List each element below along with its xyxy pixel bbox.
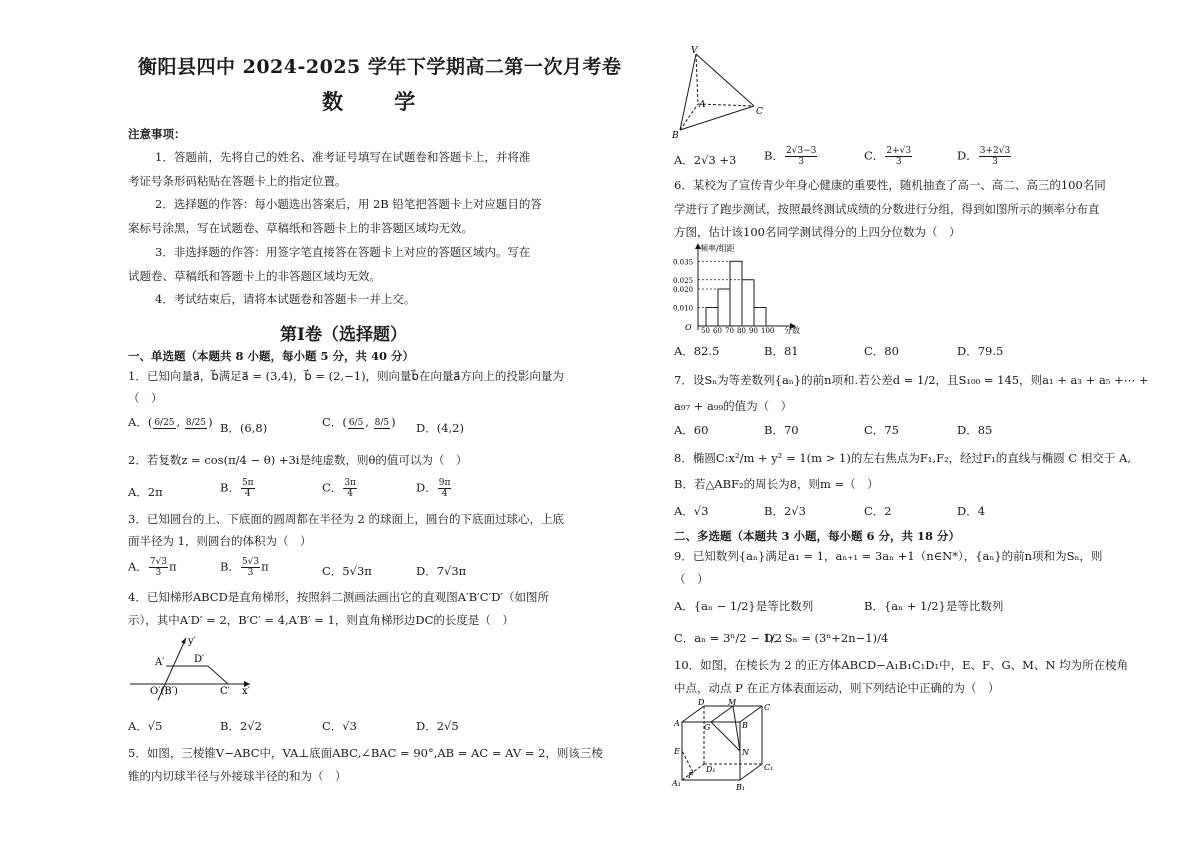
cube-label-c1: C₁ xyxy=(764,763,774,772)
q1-stem-cont: （ ） xyxy=(128,391,163,405)
q8-option-b: B．2√3 xyxy=(764,504,806,518)
histogram-bar xyxy=(718,289,730,326)
fig5-c-label: C xyxy=(756,107,763,117)
cube-label-f: F xyxy=(688,771,694,780)
q2-option-d: D． $\frac{9\pi}{4}$ xyxy=(416,478,451,499)
notice-line: 2．选择题的作答：每小题选出答案后，用 2B 铅笔把答题卡上对应题目的答 xyxy=(155,197,542,211)
histogram-xtick: 90 xyxy=(749,327,758,335)
q9-option-c: C．aₙ = 3ⁿ/2 − 1/2 xyxy=(674,631,783,645)
notice-line: 试题卷、草稿纸和答题卡上的非答题区域均无效。 xyxy=(128,269,381,283)
q6-stem-cont: 学进行了跑步测试，按照最终测试成绩的分数进行分组，得到如图所示的频率分布直 xyxy=(674,202,1100,216)
q3-option-a: A． $\frac{7√3}{3}$ π xyxy=(128,557,177,578)
fig4-c-label: C′ xyxy=(220,686,230,697)
histogram-bar xyxy=(730,261,742,326)
q5-option-a: A．2√3 +3 xyxy=(674,153,737,167)
histogram-xtick: 80 xyxy=(737,327,746,335)
q2-stem: 2．若复数z = cos(π/4 − θ) +3i是纯虚数，则θ的值可以为（ ） xyxy=(128,453,468,467)
fig4-d-label: D′ xyxy=(194,654,205,665)
q9-stem-cont: （ ） xyxy=(674,572,709,586)
q8-option-d: D．4 xyxy=(957,504,986,518)
q9-stem: 9．已知数列{aₙ}满足a₁ = 1，aₙ₊₁ = 3aₙ +1（n∈N*），{aₙ}的前n项和为Sₙ，则 xyxy=(674,549,1103,563)
notice-line: 考证号条形码粘贴在答题卡上的指定位置。 xyxy=(128,174,347,188)
cube-label-g: G xyxy=(704,723,711,732)
q5-option-c: C． $\frac{2+√3}{3}$ xyxy=(864,146,912,167)
q6-option-b: B．81 xyxy=(764,344,799,358)
q6-option-c: C．80 xyxy=(864,344,899,358)
histogram-xtick: 60 xyxy=(713,327,722,335)
q7-stem-cont: a₉₇ + a₉₉的值为（ ） xyxy=(674,399,793,413)
q3-stem: 3．已知圆台的上、下底面的圆周都在半径为 2 的球面上，圆台的下底面过球心，上底 xyxy=(128,512,564,526)
q4-option-d: D．2√5 xyxy=(416,719,459,733)
cube-label-d: D xyxy=(698,698,705,707)
notice-line: 1．答题前，先将自己的姓名、准考证号填写在试题卷和答题卡上，并将准 xyxy=(155,150,531,164)
fig5-a-label: A xyxy=(699,100,706,110)
notice-line: 案标号涂黑，写在试题卷、草稿纸和答题卡上的非答题区域均无效。 xyxy=(128,221,473,235)
q7-option-b: B．70 xyxy=(764,423,799,437)
part1-title: 第Ⅰ卷（选择题） xyxy=(280,325,407,345)
cube-label-b: B xyxy=(742,721,748,730)
tetrahedron-figure xyxy=(670,44,770,140)
cube-label-m: M xyxy=(728,698,737,707)
q3-stem-cont: 面半径为 1，则圆台的体积为（ ） xyxy=(128,534,312,548)
section1-heading: 一、单选题（本题共 8 小题，每小题 5 分，共 40 分） xyxy=(128,349,415,363)
cube-label-d1: D₁ xyxy=(706,765,716,774)
histogram-xtick: 70 xyxy=(725,327,734,335)
histogram-ylabel: 频率/组距 xyxy=(700,244,735,253)
q6-stem: 6．某校为了宣传青少年身心健康的重要性，随机抽查了高一、高二、高三的100名同 xyxy=(674,178,1106,192)
subject-title: 数 学 xyxy=(322,89,438,114)
q6-option-d: D．79.5 xyxy=(957,344,1004,358)
q1-option-d: D．(4,2) xyxy=(416,421,464,435)
fig4-o-label: O′(B′) xyxy=(150,686,178,697)
histogram-origin: O xyxy=(685,323,692,332)
histogram-xlabel: 分数 xyxy=(784,326,800,335)
notice-line: 4．考试结束后，请将本试题卷和答题卡一并上交。 xyxy=(155,292,416,306)
histogram-bar xyxy=(742,280,754,326)
q3-option-b: B． $\frac{5√3}{3}$ π xyxy=(220,557,269,578)
q7-stem: 7．设Sₙ为等差数列{aₙ}的前n项和.若公差d = 1/2，且S₁₀₀ = 145，则a₁ + a₃ + a₅ +⋯ + xyxy=(674,373,1149,387)
histogram-ytick: 0.010 xyxy=(673,304,694,313)
histogram-ytick: 0.035 xyxy=(673,258,694,267)
q4-option-b: B．2√2 xyxy=(220,719,262,733)
q2-option-a: A．2π xyxy=(128,485,163,499)
cube-figure xyxy=(670,698,780,792)
q7-option-c: C．75 xyxy=(864,423,899,437)
fig5-v-label: V xyxy=(691,46,698,56)
q1-option-c: C．( 6/5 , 8/5 ) xyxy=(322,415,396,429)
histogram-bar xyxy=(706,308,718,327)
cube-label-b1: B₁ xyxy=(736,783,746,792)
frequency-histogram xyxy=(672,240,812,336)
q5-option-d: D． $\frac{3+2√3}{3}$ xyxy=(957,146,1011,167)
q4-option-c: C．√3 xyxy=(322,719,357,733)
q2-option-b: B． $\frac{5\pi}{4}$ xyxy=(220,478,254,499)
q5-option-b: B． $\frac{2√3-3}{3}$ xyxy=(764,146,817,167)
cube-label-c: C xyxy=(764,703,771,712)
histogram-bar xyxy=(754,308,766,327)
histogram-xtick: 100 xyxy=(761,327,775,335)
q8-stem-cont: B．若△ABF₂的周长为8，则m =（ ） xyxy=(674,477,879,491)
q6-option-a: A．82.5 xyxy=(674,344,720,358)
histogram-ytick: 0.025 xyxy=(673,276,694,285)
q9-option-b: B．{aₙ + 1/2}是等比数列 xyxy=(864,599,1004,613)
notice-line: 3．非选择题的作答：用签字笔直接答在答题卡上对应的答题区域内。写在 xyxy=(155,245,531,259)
q3-option-c: C．5√3π xyxy=(322,564,372,578)
q2-option-c: C． $\frac{3\pi}{4}$ xyxy=(322,478,356,499)
q10-stem-cont: 中点，动点 P 在正方体表面运动，则下列结论中正确的为（ ） xyxy=(674,681,1000,695)
notice-heading: 注意事项： xyxy=(128,127,186,141)
q7-option-d: D．85 xyxy=(957,423,993,437)
q4-stem-cont: 示），其中A′D′ = 2，B′C′ = 4,A′B′ = 1，则直角梯形边DC的长度是（ ） xyxy=(128,613,514,627)
histogram-ytick: 0.020 xyxy=(673,286,694,294)
q10-stem: 10．如图，在棱长为 2 的正方体ABCD−A₁B₁C₁D₁中，E、F、G、M、N 均为所在棱角 xyxy=(674,658,1129,672)
q5-stem: 5．如图，三棱锥V−ABC中，VA⊥底面ABC,∠BAC = 90°,AB = AC = AV = 2，则该三棱 xyxy=(128,746,603,760)
q9-option-a: A．{aₙ − 1/2}是等比数列 xyxy=(674,599,814,613)
q5-stem-cont: 锥的内切球半径与外接球半径的和为（ ） xyxy=(128,769,347,783)
fig4-y-label: y′ xyxy=(188,636,196,647)
fig4-a-label: A′ xyxy=(155,657,165,668)
oblique-projection-figure xyxy=(128,632,258,704)
cube-label-e: E xyxy=(674,747,680,756)
q8-option-c: C．2 xyxy=(864,504,892,518)
q3-option-d: D．7√3π xyxy=(416,564,467,578)
q6-stem-cont: 方图，估计该100名同学测试得分的上四分位数为（ ） xyxy=(674,225,961,239)
q1-option-a: A．( 6/25 , 8/25 ) xyxy=(128,415,213,429)
exam-title: 衡阳县四中 2024-2025 学年下学期高二第一次月考卷 xyxy=(138,56,622,78)
q8-stem: 8．椭圆C:x²/m + y² = 1(m > 1)的左右焦点为F₁,F₂，经过F₁的直线与椭圆 C 相交于 A, xyxy=(674,451,1131,465)
section2-heading: 二、多选题（本题共 3 小题，每小题 6 分，共 18 分） xyxy=(674,529,961,543)
q4-stem: 4．已知梯形ABCD是直角梯形，按照斜二测画法画出它的直观图A′B′C′D′（如图所 xyxy=(128,590,550,604)
fig5-b-label: B xyxy=(672,131,679,140)
q7-option-a: A．60 xyxy=(674,423,709,437)
cube-label-n: N xyxy=(742,748,749,757)
q4-option-a: A．√5 xyxy=(128,719,163,733)
q1-option-b: B．(6,8) xyxy=(220,421,268,435)
cube-label-a: A xyxy=(674,719,680,728)
fig4-x-label: x′ xyxy=(242,686,250,697)
q8-option-a: A．√3 xyxy=(674,504,709,518)
histogram-xtick: 50 xyxy=(701,327,710,335)
cube-label-a1: A₁ xyxy=(672,779,681,788)
q9-option-d: D．Sₙ = (3ⁿ+2n−1)/4 xyxy=(764,631,889,645)
q1-stem: 1．已知向量a⃗，b⃗满足a⃗ = (3,4)，b⃗ = (2,−1)，则向量b⃗在向量a⃗方向上的投影向量为 xyxy=(128,369,564,383)
